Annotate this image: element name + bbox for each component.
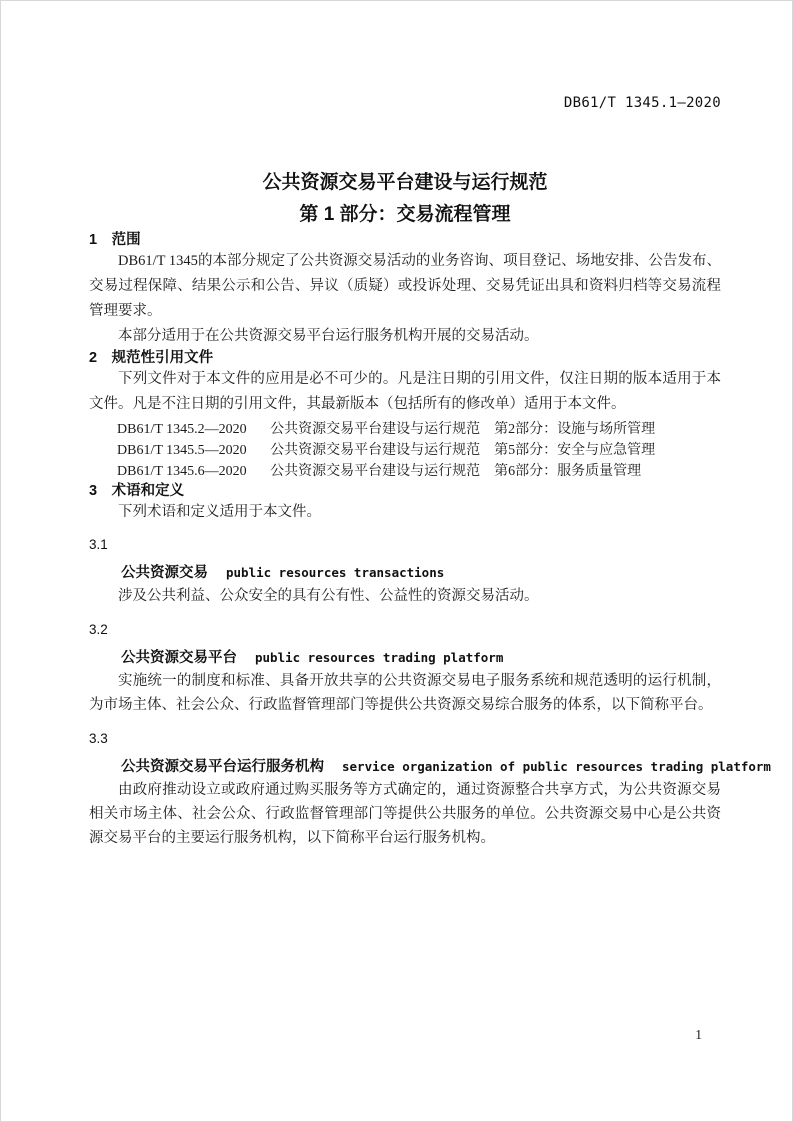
term-number-3-3: 3.3 bbox=[89, 731, 108, 746]
term-definition: 实施统一的制度和标准、具备开放共享的公共资源交易电子服务系统和规范透明的运行机制，为市场主体、社会公众、行政监督管理部门等提供公共资源交易综合服务的体系，以下简称平台。 bbox=[89, 673, 721, 713]
term-zh: 公共资源交易平台运行服务机构 bbox=[121, 759, 324, 775]
term-zh: 公共资源交易 bbox=[121, 565, 208, 581]
terms-intro-paragraph: 下列术语和定义适用于本文件。 bbox=[118, 504, 321, 520]
reference-code: DB61/T 1345.6—2020 bbox=[117, 464, 247, 479]
scope-paragraph-1: DB61/T 1345的本部分规定了公共资源交易活动的业务咨询、项目登记、场地安排、公告发布、交易过程保障、结果公示和公告、异议（质疑）或投诉处理、交易凭证出具和资料归档等交易流程管理要求。 bbox=[89, 253, 721, 319]
term-number-3-1: 3.1 bbox=[89, 537, 108, 552]
reference-item bbox=[89, 440, 721, 461]
term-en: public resources trading platform bbox=[255, 650, 504, 665]
term-entry bbox=[89, 647, 721, 669]
reference-code: DB61/T 1345.5—2020 bbox=[117, 443, 247, 458]
reference-title: 公共资源交易平台建设与运行规范 第2部分：设施与场所管理 bbox=[270, 422, 656, 437]
page-number: 1 bbox=[695, 1027, 702, 1042]
reference-item bbox=[89, 419, 721, 440]
term-zh: 公共资源交易平台 bbox=[121, 650, 237, 666]
reference-title: 公共资源交易平台建设与运行规范 第6部分：服务质量管理 bbox=[270, 464, 642, 479]
term-entry bbox=[89, 562, 721, 584]
term-en: public resources transactions bbox=[226, 565, 445, 580]
term-en: service organization of public resources trading platform bbox=[342, 759, 771, 774]
term-definition: 由政府推动设立或政府通过购买服务等方式确定的，通过资源整合共享方式，为公共资源交易相关市场主体、社会公众、行政监督管理部门等提供公共服务的单位。公共资源交易中心是公共资源交易平台的主要运行服务机构，以下简称平台运行服务机构。 bbox=[89, 782, 721, 846]
doc-number: DB61/T 1345.1—2020 bbox=[563, 95, 721, 111]
title-line-1: 公共资源交易平台建设与运行规范 bbox=[262, 172, 548, 193]
reference-title: 公共资源交易平台建设与运行规范 第5部分：安全与应急管理 bbox=[270, 443, 656, 458]
section-references-heading: 2 规范性引用文件 bbox=[89, 350, 214, 366]
references-intro-paragraph: 下列文件对于本文件的应用是必不可少的。凡是注日期的引用文件，仅注日期的版本适用于本文件。凡是不注日期的引用文件，其最新版本（包括所有的修改单）适用于本文件。 bbox=[89, 371, 721, 412]
reference-list bbox=[89, 419, 721, 482]
term-definition: 涉及公共利益、公众安全的具有公有性、公益性的资源交易活动。 bbox=[118, 588, 539, 604]
reference-code: DB61/T 1345.2—2020 bbox=[117, 422, 247, 437]
reference-item bbox=[89, 461, 721, 482]
section-terms-heading: 3 术语和定义 bbox=[89, 483, 185, 499]
title-line-2: 第 1 部分：交易流程管理 bbox=[299, 204, 511, 225]
document-title bbox=[89, 167, 721, 231]
section-scope-heading: 1 范围 bbox=[89, 232, 141, 248]
scope-paragraph-2: 本部分适用于在公共资源交易平台运行服务机构开展的交易活动。 bbox=[118, 328, 539, 344]
term-entry bbox=[89, 756, 771, 778]
term-number-3-2: 3.2 bbox=[89, 622, 108, 637]
